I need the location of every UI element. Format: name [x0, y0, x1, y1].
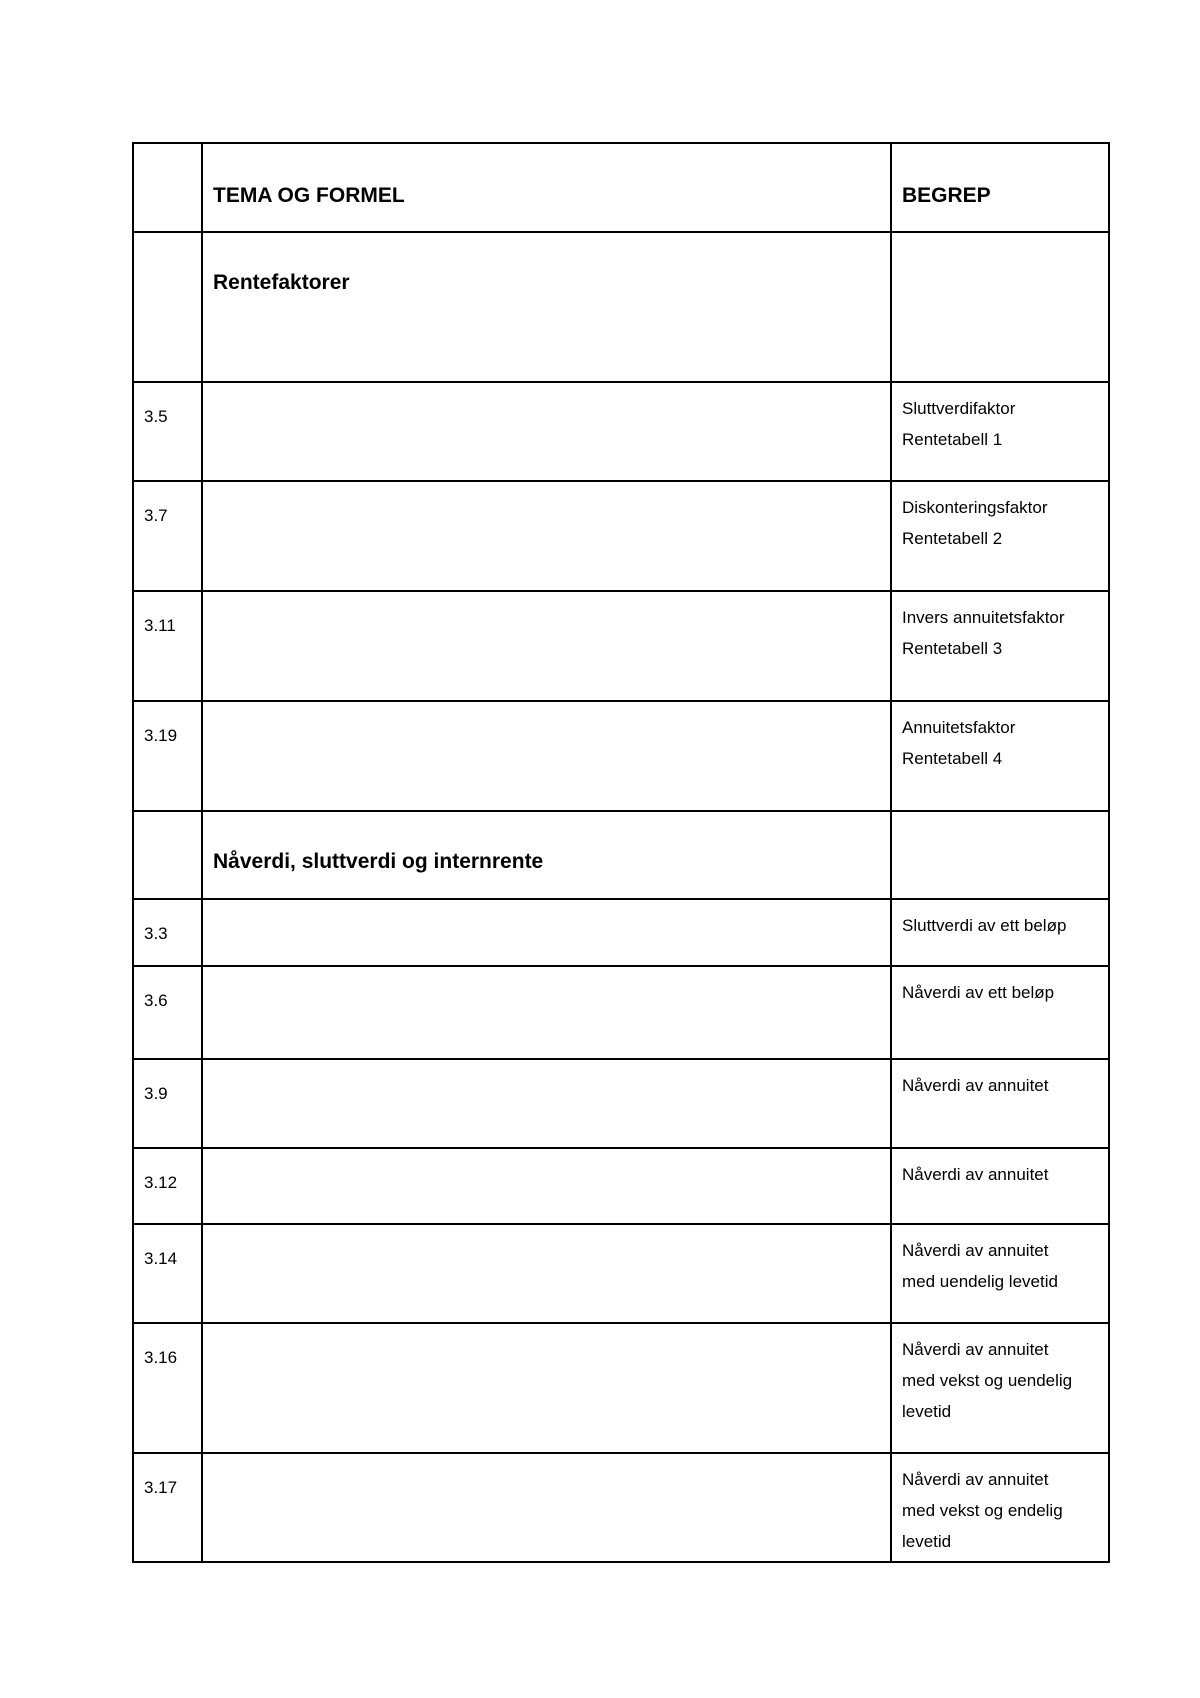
formula-number-cell: [133, 1059, 202, 1148]
formula-number: 3.16: [144, 1348, 178, 1367]
term-line: Nåverdi av annuitet: [902, 1241, 1049, 1260]
formula-number-cell: [133, 1323, 202, 1453]
formula-number: 3.3: [144, 924, 168, 943]
formula-number-cell: [133, 1453, 202, 1562]
formula-number-cell: [133, 1148, 202, 1224]
term-text: [902, 900, 1098, 941]
term-text: [902, 383, 1098, 455]
formula-number: 3.17: [144, 1478, 178, 1497]
term-line: levetid: [902, 1532, 952, 1551]
term-line: Annuitetsfaktor: [902, 718, 1016, 737]
table-row: [133, 591, 1109, 701]
formula-number-cell: [133, 701, 202, 811]
term-cell: [891, 966, 1109, 1059]
term-line: Invers annuitetsfaktor: [902, 608, 1065, 627]
term-text: [902, 592, 1098, 664]
formula-number-cell: [133, 899, 202, 966]
section-num-cell: [133, 232, 202, 382]
term-cell: [891, 1148, 1109, 1224]
term-line: Nåverdi av annuitet: [902, 1340, 1049, 1359]
table-row: [133, 481, 1109, 591]
formula-number-cell: [133, 1224, 202, 1323]
formula-cell: [202, 966, 891, 1059]
term-line: Rentetabell 2: [902, 529, 1003, 548]
term-cell: [891, 481, 1109, 591]
formula-cell: [202, 899, 891, 966]
formula-number: 3.7: [144, 506, 168, 525]
term-line: Nåverdi av annuitet: [902, 1165, 1049, 1184]
term-cell: [891, 1323, 1109, 1453]
term-line: Sluttverdi av ett beløp: [902, 916, 1067, 935]
term-line: Rentetabell 3: [902, 639, 1003, 658]
section-title-row: [133, 811, 1109, 899]
table-row: [133, 1224, 1109, 1323]
formula-table: [132, 142, 1110, 1563]
section-title-cell: [202, 232, 891, 382]
section-title: Nåverdi, sluttverdi og internrente: [213, 850, 544, 873]
term-cell: [891, 899, 1109, 966]
term-text: [902, 702, 1098, 774]
term-cell: [891, 701, 1109, 811]
term-text: [902, 1454, 1098, 1557]
header-term-label: BEGREP: [902, 184, 991, 207]
formula-cell: [202, 1453, 891, 1562]
term-line: Nåverdi av annuitet: [902, 1470, 1049, 1489]
table-row: [133, 1059, 1109, 1148]
section-num-cell: [133, 811, 202, 899]
formula-number-cell: [133, 591, 202, 701]
term-line: Rentetabell 1: [902, 430, 1003, 449]
term-cell: [891, 382, 1109, 481]
formula-cell: [202, 701, 891, 811]
term-text: [902, 1324, 1098, 1427]
term-text: [902, 1225, 1098, 1297]
formula-cell: [202, 1323, 891, 1453]
formula-number: 3.5: [144, 407, 168, 426]
formula-number-cell: [133, 966, 202, 1059]
formula-number: 3.19: [144, 726, 178, 745]
table-row: [133, 1453, 1109, 1562]
header-num-cell: [133, 143, 202, 232]
formula-cell: [202, 1148, 891, 1224]
term-cell: [891, 1059, 1109, 1148]
term-line: Rentetabell 4: [902, 749, 1003, 768]
term-cell: [891, 591, 1109, 701]
formula-cell: [202, 1224, 891, 1323]
term-cell: [891, 1224, 1109, 1323]
formula-cell: [202, 591, 891, 701]
term-line: levetid: [902, 1402, 952, 1421]
formula-cell: [202, 1059, 891, 1148]
table-row: [133, 1148, 1109, 1224]
table-row: [133, 701, 1109, 811]
header-formula-cell: [202, 143, 891, 232]
term-text: [902, 1060, 1098, 1101]
formula-cell: [202, 481, 891, 591]
section-title-row: [133, 232, 1109, 382]
term-line: med vekst og uendelig: [902, 1371, 1073, 1390]
term-line: med uendelig levetid: [902, 1272, 1058, 1291]
term-line: Sluttverdifaktor: [902, 399, 1016, 418]
table-row: [133, 966, 1109, 1059]
term-text: [902, 482, 1098, 554]
formula-number-cell: [133, 382, 202, 481]
formula-number: 3.11: [144, 616, 176, 635]
section-term-cell: [891, 232, 1109, 382]
table-row: [133, 1323, 1109, 1453]
header-term-cell: [891, 143, 1109, 232]
section-title: Rentefaktorer: [213, 271, 350, 294]
term-text: [902, 967, 1098, 1008]
header-formula-label: TEMA OG FORMEL: [213, 184, 405, 207]
term-line: Nåverdi av ett beløp: [902, 983, 1055, 1002]
formula-number: 3.9: [144, 1084, 168, 1103]
formula-cell: [202, 382, 891, 481]
section-term-cell: [891, 811, 1109, 899]
table-row: [133, 899, 1109, 966]
term-line: Diskonteringsfaktor: [902, 498, 1048, 517]
formula-number: 3.14: [144, 1249, 178, 1268]
formula-number: 3.12: [144, 1173, 178, 1192]
table-header-row: [133, 143, 1109, 232]
formula-number: 3.6: [144, 991, 168, 1010]
term-line: med vekst og endelig: [902, 1501, 1063, 1520]
term-line: Nåverdi av annuitet: [902, 1076, 1049, 1095]
term-cell: [891, 1453, 1109, 1562]
table-row: [133, 382, 1109, 481]
section-title-cell: [202, 811, 891, 899]
term-text: [902, 1149, 1098, 1190]
formula-number-cell: [133, 481, 202, 591]
